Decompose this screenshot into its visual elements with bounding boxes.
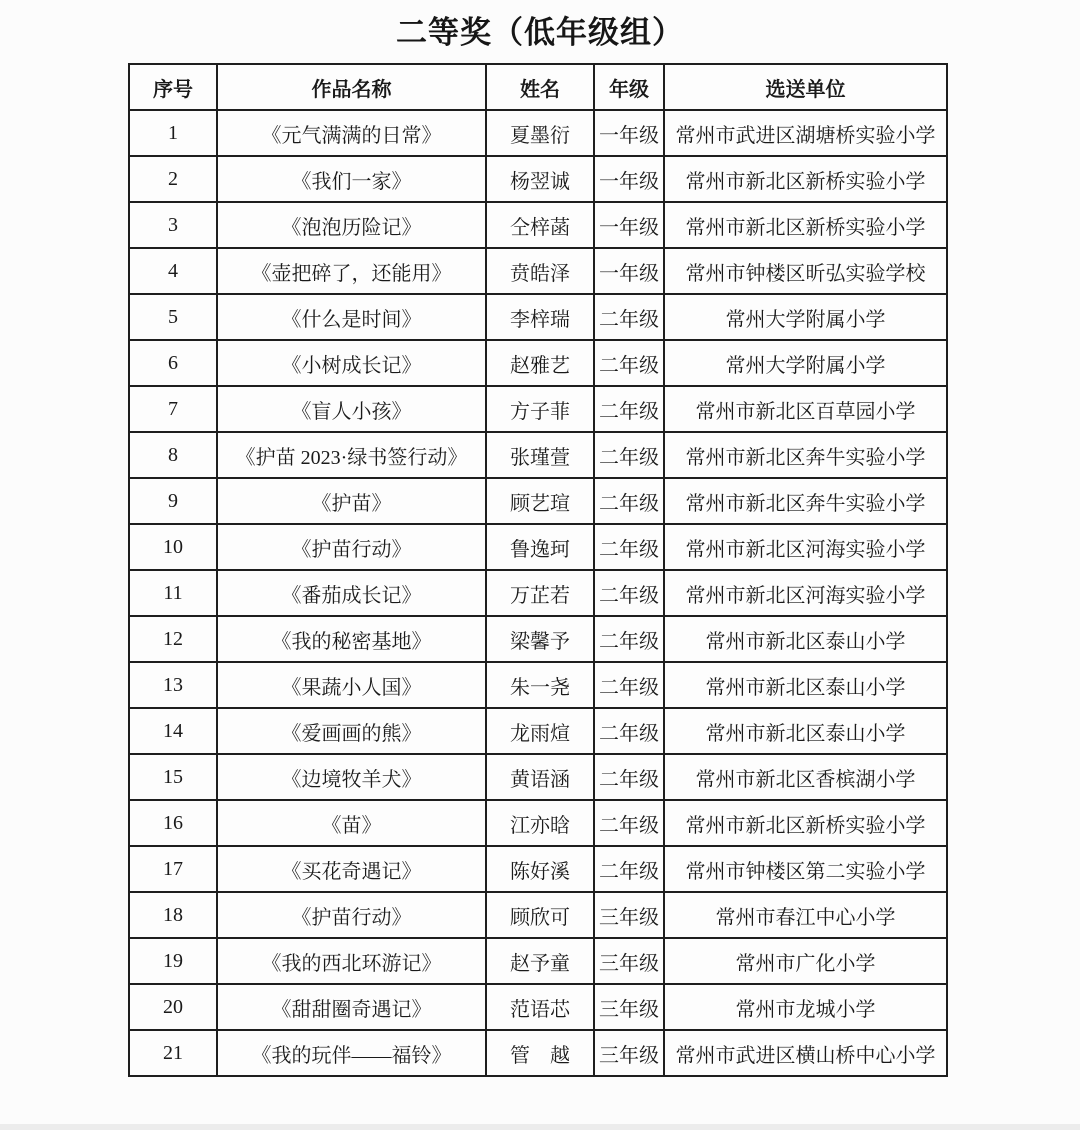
table-row xyxy=(129,478,947,524)
cell-school: 常州市新北区奔牛实验小学 xyxy=(664,478,947,524)
table-row xyxy=(129,432,947,478)
cell-no: 18 xyxy=(129,892,217,938)
cell-grade: 一年级 xyxy=(594,156,664,202)
cell-grade: 二年级 xyxy=(594,662,664,708)
cell-no: 13 xyxy=(129,662,217,708)
cell-no: 8 xyxy=(129,432,217,478)
table-row xyxy=(129,616,947,662)
table-row xyxy=(129,110,947,156)
cell-school: 常州市钟楼区昕弘实验学校 xyxy=(664,248,947,294)
cell-school: 常州市广化小学 xyxy=(664,938,947,984)
cell-grade: 二年级 xyxy=(594,294,664,340)
cell-grade: 三年级 xyxy=(594,1030,664,1076)
cell-school: 常州市新北区河海实验小学 xyxy=(664,524,947,570)
bottom-scan-edge xyxy=(0,1124,1080,1130)
table-row xyxy=(129,386,947,432)
header-cell-title: 作品名称 xyxy=(217,64,486,110)
cell-name: 管 越 xyxy=(486,1030,594,1076)
cell-grade: 二年级 xyxy=(594,754,664,800)
cell-name: 梁馨予 xyxy=(486,616,594,662)
cell-grade: 二年级 xyxy=(594,524,664,570)
cell-school: 常州市春江中心小学 xyxy=(664,892,947,938)
cell-school: 常州市新北区新桥实验小学 xyxy=(664,800,947,846)
cell-grade: 二年级 xyxy=(594,386,664,432)
cell-title: 《什么是时间》 xyxy=(217,294,486,340)
cell-school: 常州市龙城小学 xyxy=(664,984,947,1030)
cell-name: 方子菲 xyxy=(486,386,594,432)
table-row xyxy=(129,754,947,800)
cell-name: 范语芯 xyxy=(486,984,594,1030)
cell-title: 《壶把碎了，还能用》 xyxy=(217,248,486,294)
header-cell-name: 姓名 xyxy=(486,64,594,110)
cell-title: 《我们一家》 xyxy=(217,156,486,202)
cell-grade: 二年级 xyxy=(594,432,664,478)
cell-grade: 二年级 xyxy=(594,616,664,662)
cell-grade: 三年级 xyxy=(594,892,664,938)
cell-no: 17 xyxy=(129,846,217,892)
cell-school: 常州市钟楼区第二实验小学 xyxy=(664,846,947,892)
header-cell-grade: 年级 xyxy=(594,64,664,110)
cell-title: 《苗》 xyxy=(217,800,486,846)
cell-name: 朱一尧 xyxy=(486,662,594,708)
cell-no: 15 xyxy=(129,754,217,800)
header-cell-school: 选送单位 xyxy=(664,64,947,110)
cell-title: 《番茄成长记》 xyxy=(217,570,486,616)
cell-school: 常州市新北区奔牛实验小学 xyxy=(664,432,947,478)
cell-school: 常州市武进区湖塘桥实验小学 xyxy=(664,110,947,156)
cell-name: 赵雅艺 xyxy=(486,340,594,386)
cell-no: 10 xyxy=(129,524,217,570)
cell-grade: 三年级 xyxy=(594,984,664,1030)
cell-title: 《护苗行动》 xyxy=(217,524,486,570)
table-row xyxy=(129,340,947,386)
cell-school: 常州大学附属小学 xyxy=(664,294,947,340)
header-cell-no: 序号 xyxy=(129,64,217,110)
cell-no: 9 xyxy=(129,478,217,524)
table-row xyxy=(129,202,947,248)
cell-no: 7 xyxy=(129,386,217,432)
cell-title: 《护苗 2023·绿书签行动》 xyxy=(217,432,486,478)
cell-title: 《护苗行动》 xyxy=(217,892,486,938)
cell-grade: 二年级 xyxy=(594,478,664,524)
cell-no: 21 xyxy=(129,1030,217,1076)
cell-name: 顾欣可 xyxy=(486,892,594,938)
cell-school: 常州市新北区香槟湖小学 xyxy=(664,754,947,800)
table-header-row xyxy=(129,64,947,110)
cell-name: 黄语涵 xyxy=(486,754,594,800)
cell-grade: 二年级 xyxy=(594,570,664,616)
cell-name: 杨翌诚 xyxy=(486,156,594,202)
table-row xyxy=(129,524,947,570)
cell-no: 11 xyxy=(129,570,217,616)
table-row xyxy=(129,662,947,708)
cell-title: 《小树成长记》 xyxy=(217,340,486,386)
cell-title: 《我的西北环游记》 xyxy=(217,938,486,984)
cell-title: 《买花奇遇记》 xyxy=(217,846,486,892)
cell-school: 常州市新北区新桥实验小学 xyxy=(664,156,947,202)
cell-title: 《边境牧羊犬》 xyxy=(217,754,486,800)
cell-title: 《盲人小孩》 xyxy=(217,386,486,432)
cell-title: 《泡泡历险记》 xyxy=(217,202,486,248)
table-row xyxy=(129,248,947,294)
cell-title: 《护苗》 xyxy=(217,478,486,524)
cell-grade: 二年级 xyxy=(594,800,664,846)
cell-name: 江亦晗 xyxy=(486,800,594,846)
page-title: 二等奖（低年级组） xyxy=(396,15,684,50)
cell-school: 常州市新北区泰山小学 xyxy=(664,708,947,754)
cell-title: 《甜甜圈奇遇记》 xyxy=(217,984,486,1030)
cell-school: 常州大学附属小学 xyxy=(664,340,947,386)
cell-title: 《我的玩伴——福铃》 xyxy=(217,1030,486,1076)
cell-name: 贲皓泽 xyxy=(486,248,594,294)
cell-title: 《爱画画的熊》 xyxy=(217,708,486,754)
table-row xyxy=(129,1030,947,1076)
cell-no: 14 xyxy=(129,708,217,754)
cell-name: 李梓瑞 xyxy=(486,294,594,340)
cell-name: 赵予童 xyxy=(486,938,594,984)
cell-grade: 一年级 xyxy=(594,110,664,156)
cell-grade: 二年级 xyxy=(594,708,664,754)
cell-no: 19 xyxy=(129,938,217,984)
table-row xyxy=(129,800,947,846)
cell-school: 常州市新北区泰山小学 xyxy=(664,616,947,662)
cell-name: 万芷若 xyxy=(486,570,594,616)
cell-name: 龙雨煊 xyxy=(486,708,594,754)
cell-no: 2 xyxy=(129,156,217,202)
cell-no: 12 xyxy=(129,616,217,662)
cell-title: 《我的秘密基地》 xyxy=(217,616,486,662)
cell-title: 《元气满满的日常》 xyxy=(217,110,486,156)
table-row xyxy=(129,156,947,202)
cell-no: 6 xyxy=(129,340,217,386)
cell-school: 常州市新北区新桥实验小学 xyxy=(664,202,947,248)
cell-school: 常州市新北区百草园小学 xyxy=(664,386,947,432)
cell-grade: 一年级 xyxy=(594,202,664,248)
cell-name: 陈好溪 xyxy=(486,846,594,892)
cell-grade: 三年级 xyxy=(594,938,664,984)
cell-school: 常州市武进区横山桥中心小学 xyxy=(664,1030,947,1076)
cell-school: 常州市新北区泰山小学 xyxy=(664,662,947,708)
awards-table xyxy=(128,63,948,1077)
cell-name: 夏墨衍 xyxy=(486,110,594,156)
table-row xyxy=(129,984,947,1030)
cell-no: 5 xyxy=(129,294,217,340)
table-row xyxy=(129,294,947,340)
table-row xyxy=(129,846,947,892)
table-body xyxy=(129,110,947,1076)
cell-title: 《果蔬小人国》 xyxy=(217,662,486,708)
table-row xyxy=(129,570,947,616)
cell-no: 16 xyxy=(129,800,217,846)
cell-school: 常州市新北区河海实验小学 xyxy=(664,570,947,616)
cell-no: 3 xyxy=(129,202,217,248)
cell-grade: 二年级 xyxy=(594,340,664,386)
cell-no: 1 xyxy=(129,110,217,156)
cell-grade: 二年级 xyxy=(594,846,664,892)
cell-grade: 一年级 xyxy=(594,248,664,294)
cell-name: 顾艺瑄 xyxy=(486,478,594,524)
table-row xyxy=(129,938,947,984)
cell-no: 20 xyxy=(129,984,217,1030)
cell-name: 张瑾萱 xyxy=(486,432,594,478)
table-row xyxy=(129,708,947,754)
cell-no: 4 xyxy=(129,248,217,294)
table-row xyxy=(129,892,947,938)
cell-name: 仝梓菡 xyxy=(486,202,594,248)
cell-name: 鲁逸珂 xyxy=(486,524,594,570)
